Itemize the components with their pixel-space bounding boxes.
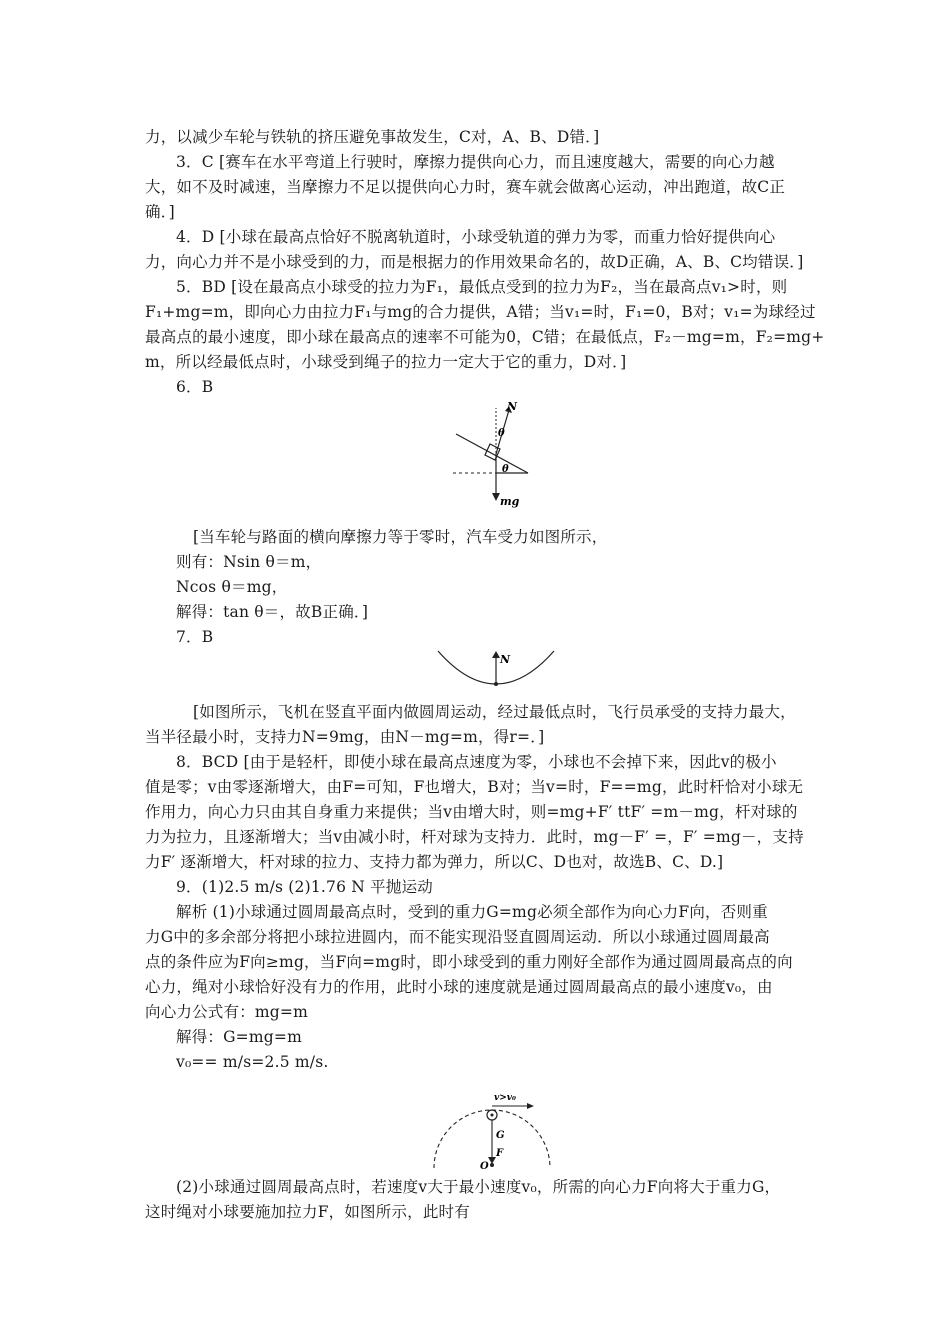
text-line: 点的条件应为F向≥mg，当F向=mg时，即小球受到的重力刚好全部作为通过圆周最高点的向 [145, 953, 793, 971]
text-line: v₀== m/s=2.5 m/s. [176, 1053, 329, 1071]
text-line: 5．BD [设在最高点小球受的拉力为F₁，最低点受到的拉力为F₂，当在最高点v₁>时，则 [176, 278, 788, 296]
label-velocity: v>v₀ [494, 1093, 516, 1103]
text-line: m，所以经最低点时，小球受到绳子的拉力一定大于它的重力，D对．] [145, 353, 627, 371]
label-theta-top: θ [498, 428, 505, 439]
text-line: 则有：Nsin θ＝m， [176, 553, 322, 571]
text-line: 9．(1)2.5 m/s (2)1.76 N 平抛运动 [176, 878, 433, 896]
text-line: 力，向心力并不是小球受到的力，而是根据力的作用效果命名的，故D正确，A、B、C均错误．] [145, 253, 804, 271]
text-line: 最高点的最小速度，即小球在最高点的速率不可能为0，C错；在最低点，F₂－mg=m，F₂=mg+ [145, 328, 825, 346]
text-line: 力F′ 逐渐增大，杆对球的拉力、支持力都为弹力，所以C、D也对，故选B、C、D.] [145, 853, 724, 871]
text-line: (2)小球通过圆周最高点时，若速度v大于最小速度v₀，所需的向心力F向将大于重力G， [176, 1178, 781, 1196]
text-line: Ncos θ＝mg， [176, 578, 288, 596]
label-mg: mg [500, 495, 520, 508]
text-line: 解得：G=mg=m [176, 1028, 302, 1046]
text-line: F₁+mg=m，即向心力由拉力F₁与mg的合力提供，A错；当v₁=时，F₁=0，B对；v₁=为球经过 [145, 303, 816, 321]
text-line: 确．] [145, 203, 175, 221]
loop-bottom-diagram [430, 645, 560, 695]
text-line: 7．B [176, 628, 214, 646]
text-line: 3．C [赛车在水平弯道上行驶时，摩擦力提供向心力，而且速度越大，需要的向心力越 [176, 153, 775, 171]
text-line: 力为拉力，且逐渐增大；当v由减小时，杆对球为支持力．此时，mg－F′ =，F′ =mg－，支持 [145, 828, 804, 846]
text-line: 力，以减少车轮与铁轨的挤压避免事故发生，C对，A、B、D错．] [145, 128, 600, 146]
text-line: 作用力，向心力只由其自身重力来提供；当v由增大时，则=mg+F′ ttF′ =m－mg，杆对球的 [145, 803, 798, 821]
text-line: 力G中的多余部分将把小球拉进圆内，而不能实现沿竖直圆周运动．所以小球通过圆周最高 [145, 928, 770, 946]
center-point [490, 1163, 494, 1167]
label-G: G [496, 1130, 505, 1141]
text-line: 向心力公式有：mg=m [145, 1003, 309, 1021]
label-F: F [496, 1148, 504, 1159]
label-theta-bottom: θ [502, 464, 509, 475]
label-N: N [507, 400, 518, 413]
text-line: 解析 (1)小球通过圆周最高点时，受到的重力G=mg必须全部作为向心力F向，否则重 [176, 903, 768, 921]
vertical-circle-diagram [428, 1078, 558, 1170]
text-line: [如图所示，飞机在竖直平面内做圆周运动，经过最低点时，飞行员承受的支持力最大， [193, 703, 796, 721]
text-line: 这时绳对小球要施加拉力F，如图所示，此时有 [145, 1203, 470, 1221]
text-line: 当半径最小时，支持力N=9mg，由N－mg=m，得r=．] [145, 728, 545, 746]
text-line: [当车轮与路面的横向摩擦力等于零时，汽车受力如图所示， [193, 528, 608, 546]
text-line: 解得：tan θ＝，故B正确．] [176, 603, 369, 621]
text-line: 大，如不及时减速，当摩擦力不足以提供向心力时，赛车就会做离心运动，冲出跑道，故C正 [145, 178, 786, 196]
label-N: N [500, 653, 511, 666]
text-line: 心力，绳对小球恰好没有力的作用，此时小球的速度就是通过圆周最高点的最小速度v₀，由 [145, 978, 773, 996]
bottom-point [494, 682, 498, 686]
incline-force-diagram [440, 396, 560, 516]
text-line: 6．B [176, 378, 214, 396]
text-line: 4．D [小球在最高点恰好不脱离轨道时，小球受轨道的弹力为零，而重力恰好提供向心 [176, 228, 776, 246]
text-line: 8．BCD [由于是轻杆，即使小球在最高点速度为零，小球也不会掉下来，因此v的极小 [176, 753, 777, 771]
label-O: O [480, 1161, 489, 1170]
text-line: 值是零；v由零逐渐增大，由F=可知，F也增大，B对；当v=时，F==mg，此时杆恰对小球无 [145, 778, 804, 796]
